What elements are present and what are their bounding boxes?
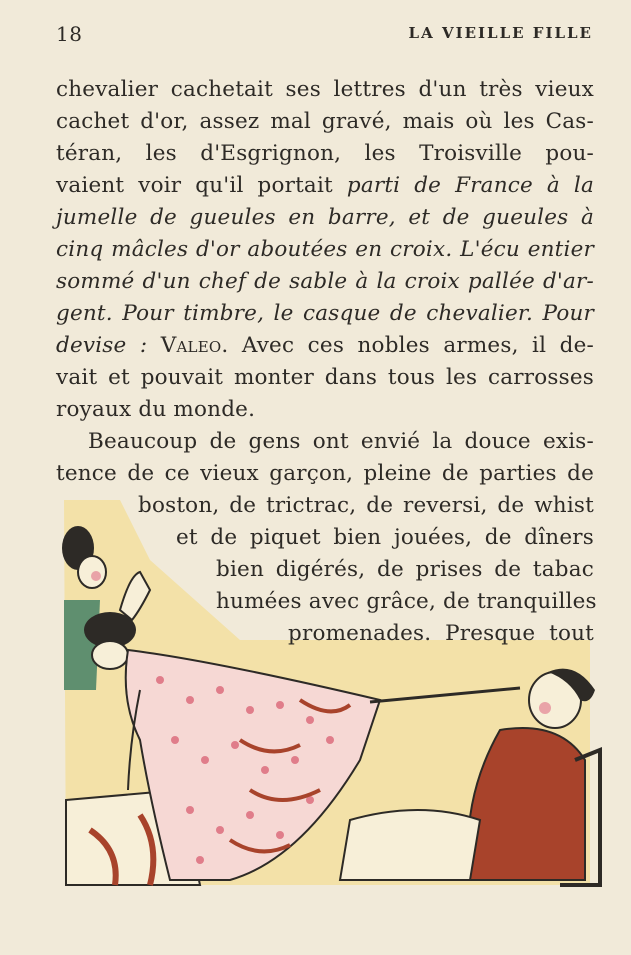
text-line-4 [56, 170, 594, 202]
text-line-16: bien digérés, de prises de tabac [216, 557, 594, 582]
text-line-17: humées avec grâce, de tranquilles [216, 589, 597, 614]
text-line-7: sommé d'un chef de sable à la croix pallée d'ar- [56, 269, 594, 294]
text-line-2: cachet d'or, assez mal gravé, mais où les Cas- [56, 109, 594, 134]
lady-face [92, 641, 128, 669]
woman-dress [64, 600, 100, 690]
gentleman-cheek [539, 702, 551, 714]
text-line-18: promenades. Presque tout [288, 621, 594, 646]
text-line-6: cinq mâcles d'or aboutées en croix. L'écu entier [56, 237, 594, 262]
text-line-11: royaux du monde. [56, 397, 256, 422]
gentleman-legs [340, 810, 480, 880]
text-line-10: vait et pouvait monter dans tous les carrosses [56, 365, 594, 390]
woman-cheek [91, 571, 101, 581]
text-line-13: tence de ce vieux garçon, pleine de parties de [56, 461, 594, 486]
running-title: LA VIEILLE FILLE [408, 24, 593, 42]
text-line-4-italic: parti de France à la [346, 173, 594, 198]
text-line-9-rest: . Avec ces nobles armes, il de- [221, 333, 594, 358]
page-number: 18 [56, 22, 83, 46]
text-line-5: jumelle de gueules en barre, et de gueules à [56, 205, 594, 230]
text-line-1: chevalier cachetait ses lettres d'un très vieux [56, 77, 594, 102]
text-line-3: téran, les d'Esgrignon, les Troisville pou- [56, 141, 594, 166]
text-line-12: Beaucoup de gens ont envié la douce exis- [88, 429, 594, 454]
woman-face [78, 556, 106, 588]
text-line-14: boston, de trictrac, de reversi, de whist [138, 493, 594, 518]
text-line-15: et de piquet bien jouées, de dîners [176, 525, 594, 550]
text-line-9 [56, 330, 594, 362]
motto-valeo: Valeo [160, 333, 222, 358]
text-line-9-italic: devise : [56, 333, 161, 358]
text-line-8: gent. Pour timbre, le casque de chevalier. Pour [56, 301, 594, 326]
text-line-4-roman: vaient voir qu'il portait [56, 173, 333, 198]
